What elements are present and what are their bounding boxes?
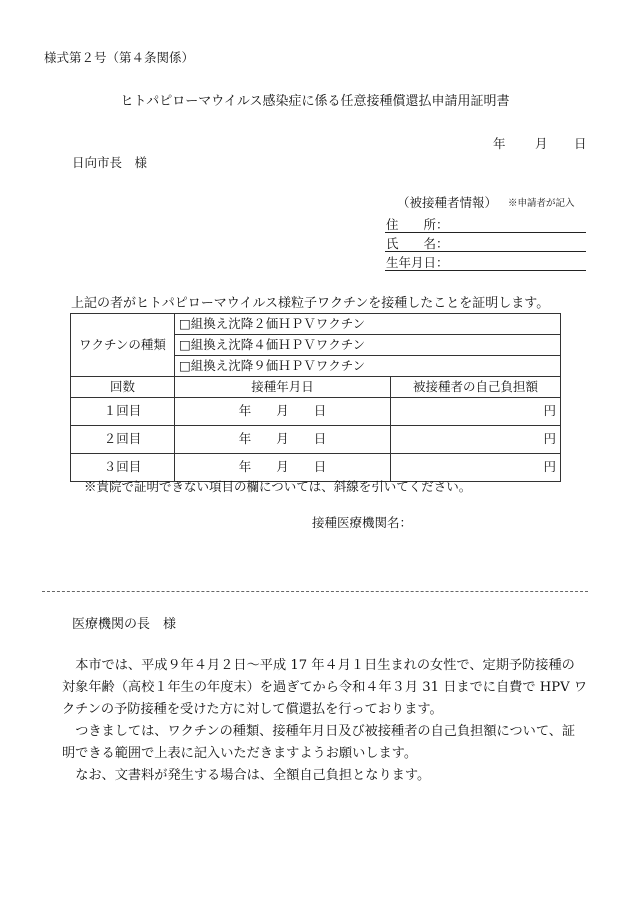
table-row xyxy=(71,426,561,454)
birthdate-label: 生年月日： xyxy=(386,255,449,270)
date-year-label: 年 xyxy=(493,136,506,151)
vaccine-option-9valent[interactable]: □組換え沈降９価ＨＰＶワクチン xyxy=(175,356,561,377)
birthdate-field-line[interactable] xyxy=(385,270,586,271)
vaccine-option-2valent[interactable]: □組換え沈降２価ＨＰＶワクチン xyxy=(175,314,561,335)
name-label: 氏 名： xyxy=(386,236,449,251)
letter-paragraph: つきましては、ワクチンの種類、接種年月日及び被接種者の自己負担額について、証明できる範囲で上表に記入いただきますようお願いします。 xyxy=(62,724,576,761)
address-label: 住 所： xyxy=(386,217,449,232)
dose-date-field[interactable]: 年 月 日 xyxy=(175,398,391,426)
vaccine-type-label: ワクチンの種類 xyxy=(71,314,175,377)
patient-info-heading: （被接種者情報） xyxy=(397,195,498,210)
vaccine-table xyxy=(70,313,561,482)
name-field-line[interactable] xyxy=(385,251,586,252)
patient-info-note: ※申請者が記入 xyxy=(508,198,575,209)
letter-paragraph: なお、文書料が発生する場合は、全額自己負担となります。 xyxy=(75,768,431,783)
form-number: 様式第２号（第４条関係） xyxy=(44,50,195,65)
date-month-label: 月 xyxy=(535,136,548,151)
letter-addressee: 医療機関の長 様 xyxy=(72,617,177,632)
dose-date-field[interactable]: 年 月 日 xyxy=(175,426,391,454)
dose-label: ３回目 xyxy=(71,454,175,482)
header-dose: 回数 xyxy=(71,377,175,398)
vaccine-option-4valent[interactable]: □組換え沈降４価ＨＰＶワクチン xyxy=(175,335,561,356)
dose-label: ２回目 xyxy=(71,426,175,454)
table-note: ※貴院で証明できない項目の欄については、斜線を引いてください。 xyxy=(84,479,472,494)
letter-body xyxy=(62,655,587,787)
dose-amount-field[interactable]: 円 xyxy=(391,426,561,454)
institution-label: 接種医療機関名： xyxy=(312,515,413,530)
dose-amount-field[interactable]: 円 xyxy=(391,454,561,482)
certification-statement: 上記の者がヒトパピローマウイルス様粒子ワクチンを接種したことを証明します。 xyxy=(71,296,550,311)
address-field-line[interactable] xyxy=(385,232,586,233)
document-title: ヒトパピローマウイルス感染症に係る任意接種償還払申請用証明書 xyxy=(120,94,510,109)
header-amount: 被接種者の自己負担額 xyxy=(391,377,561,398)
header-date: 接種年月日 xyxy=(175,377,391,398)
table-row xyxy=(71,454,561,482)
dose-label: １回目 xyxy=(71,398,175,426)
table-row xyxy=(71,398,561,426)
dose-date-field[interactable]: 年 月 日 xyxy=(175,454,391,482)
dose-amount-field[interactable]: 円 xyxy=(391,398,561,426)
date-day-label: 日 xyxy=(574,136,587,151)
letter-paragraph: 本市では、平成９年４月２日～平成 17 年４月１日生まれの女性で、定期予防接種の対象年齢（高校１年生の年度末）を過ぎてから令和４年３月 31 日までに自費で HPV ワクチンの予防接種を受けた方に対して償還払を行っております。 xyxy=(62,658,588,717)
addressee: 日向市長 様 xyxy=(72,155,148,170)
cut-line-divider xyxy=(42,591,588,592)
